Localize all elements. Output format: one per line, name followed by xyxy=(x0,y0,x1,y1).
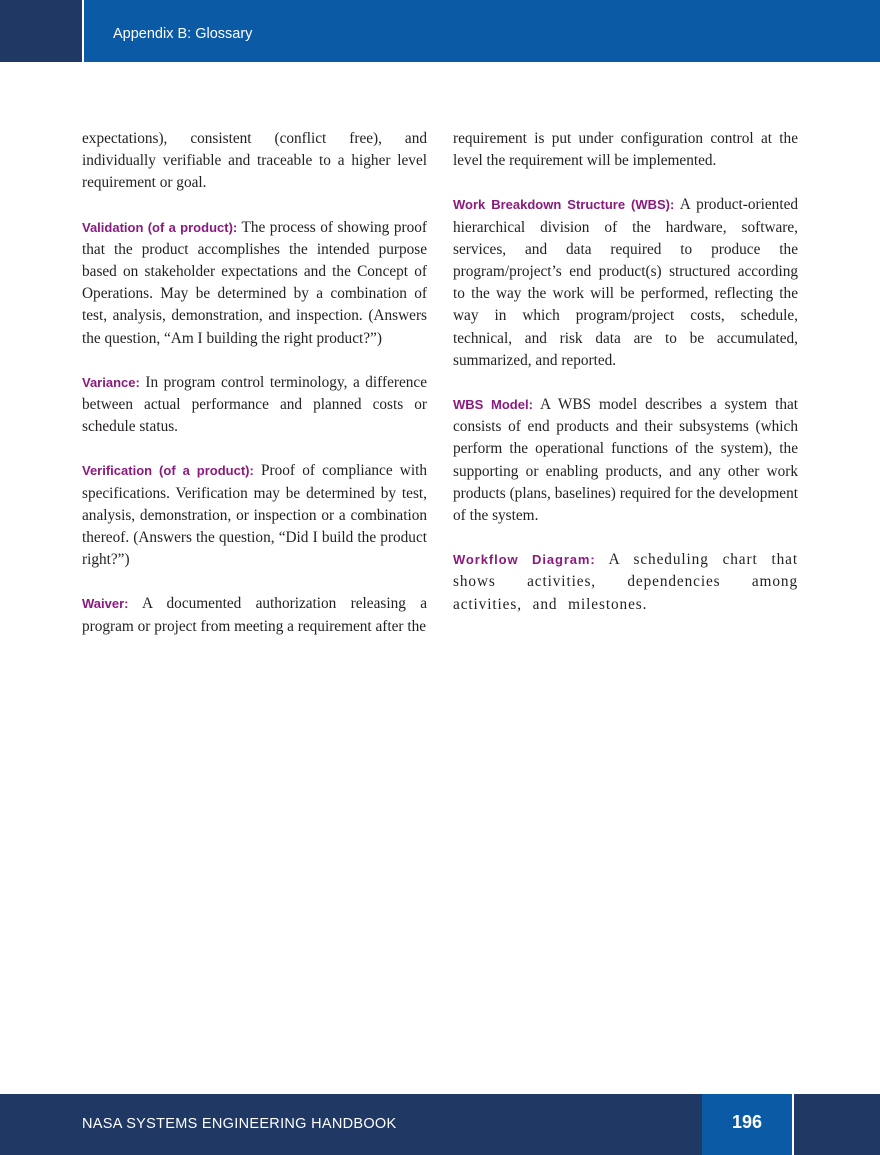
entry-text: A WBS model describes a system that consists of end products and their subsystems (which perform the operational functions of the system), the supporting or enabling products, and any other work products (plans, baselines) required for the development of the system. xyxy=(453,396,799,525)
glossary-entry-workflow-diagram xyxy=(453,549,798,616)
glossary-entry-wbs xyxy=(453,194,798,372)
glossary-entry-continuation xyxy=(453,128,798,172)
glossary-term: Waiver: xyxy=(82,596,129,612)
glossary-term: Workflow Diagram: xyxy=(453,552,596,568)
entry-text: Proof of compliance with specifications. Verification may be determined by test, analysis, demonstration, or inspection or a combination thereof. (Answers the question, “Did I build the product right?”) xyxy=(82,462,427,569)
glossary-column-right xyxy=(453,128,798,616)
glossary-term: Variance: xyxy=(82,374,140,390)
section-title: Appendix B: Glossary xyxy=(113,26,253,42)
glossary-term: Work Breakdown Structure (WBS): xyxy=(453,197,675,213)
glossary-entry-verification xyxy=(82,460,427,571)
entry-text: In program control terminology, a difference between actual performance and planned costs or schedule status. xyxy=(82,373,427,436)
glossary-entry-continuation xyxy=(82,128,427,195)
entry-text: A documented authorization releasing a program or project from meeting a requirement after the xyxy=(82,595,427,635)
glossary-term: Validation (of a product): xyxy=(82,219,238,235)
glossary-entry-variance xyxy=(82,372,427,439)
handbook-title: NASA SYSTEMS ENGINEERING HANDBOOK xyxy=(82,1116,397,1132)
header-corner-block xyxy=(0,0,82,62)
glossary-entry-wbs-model xyxy=(453,394,798,527)
entry-text: A scheduling chart that shows activities, dependencies among activities, and milestones. xyxy=(453,551,798,613)
glossary-column-left xyxy=(82,128,427,638)
entry-text: requirement is put under configuration control at the level the requirement will be implemented. xyxy=(453,130,798,170)
entry-text: A product-oriented hierarchical division of the hardware, software, services, and data required to produce the program/project’s end product(s) structured according to the way the work will be performed, reflecting the way in which program/project costs, schedule, technical, and risk data are to be accumulated, summarized, and reported. xyxy=(453,196,799,369)
footer-divider xyxy=(792,1094,794,1155)
entry-text: expectations), consistent (conflict free), and individually verifiable and traceable to a higher level requirement or goal. xyxy=(82,130,427,192)
glossary-entry-waiver xyxy=(82,593,427,637)
page-number: 196 xyxy=(731,1112,763,1132)
glossary-term: Verification (of a product): xyxy=(82,463,254,479)
entry-text: The process of showing proof that the product accomplishes the intended purpose based on stakeholder expectations and the Concept of Operations. May be determined by a combination of test, analysis, demonstration, and inspection. (Answers the question, “Am I building the right product?”) xyxy=(82,218,427,347)
glossary-entry-validation xyxy=(82,217,427,350)
glossary-term: WBS Model: xyxy=(453,397,533,413)
